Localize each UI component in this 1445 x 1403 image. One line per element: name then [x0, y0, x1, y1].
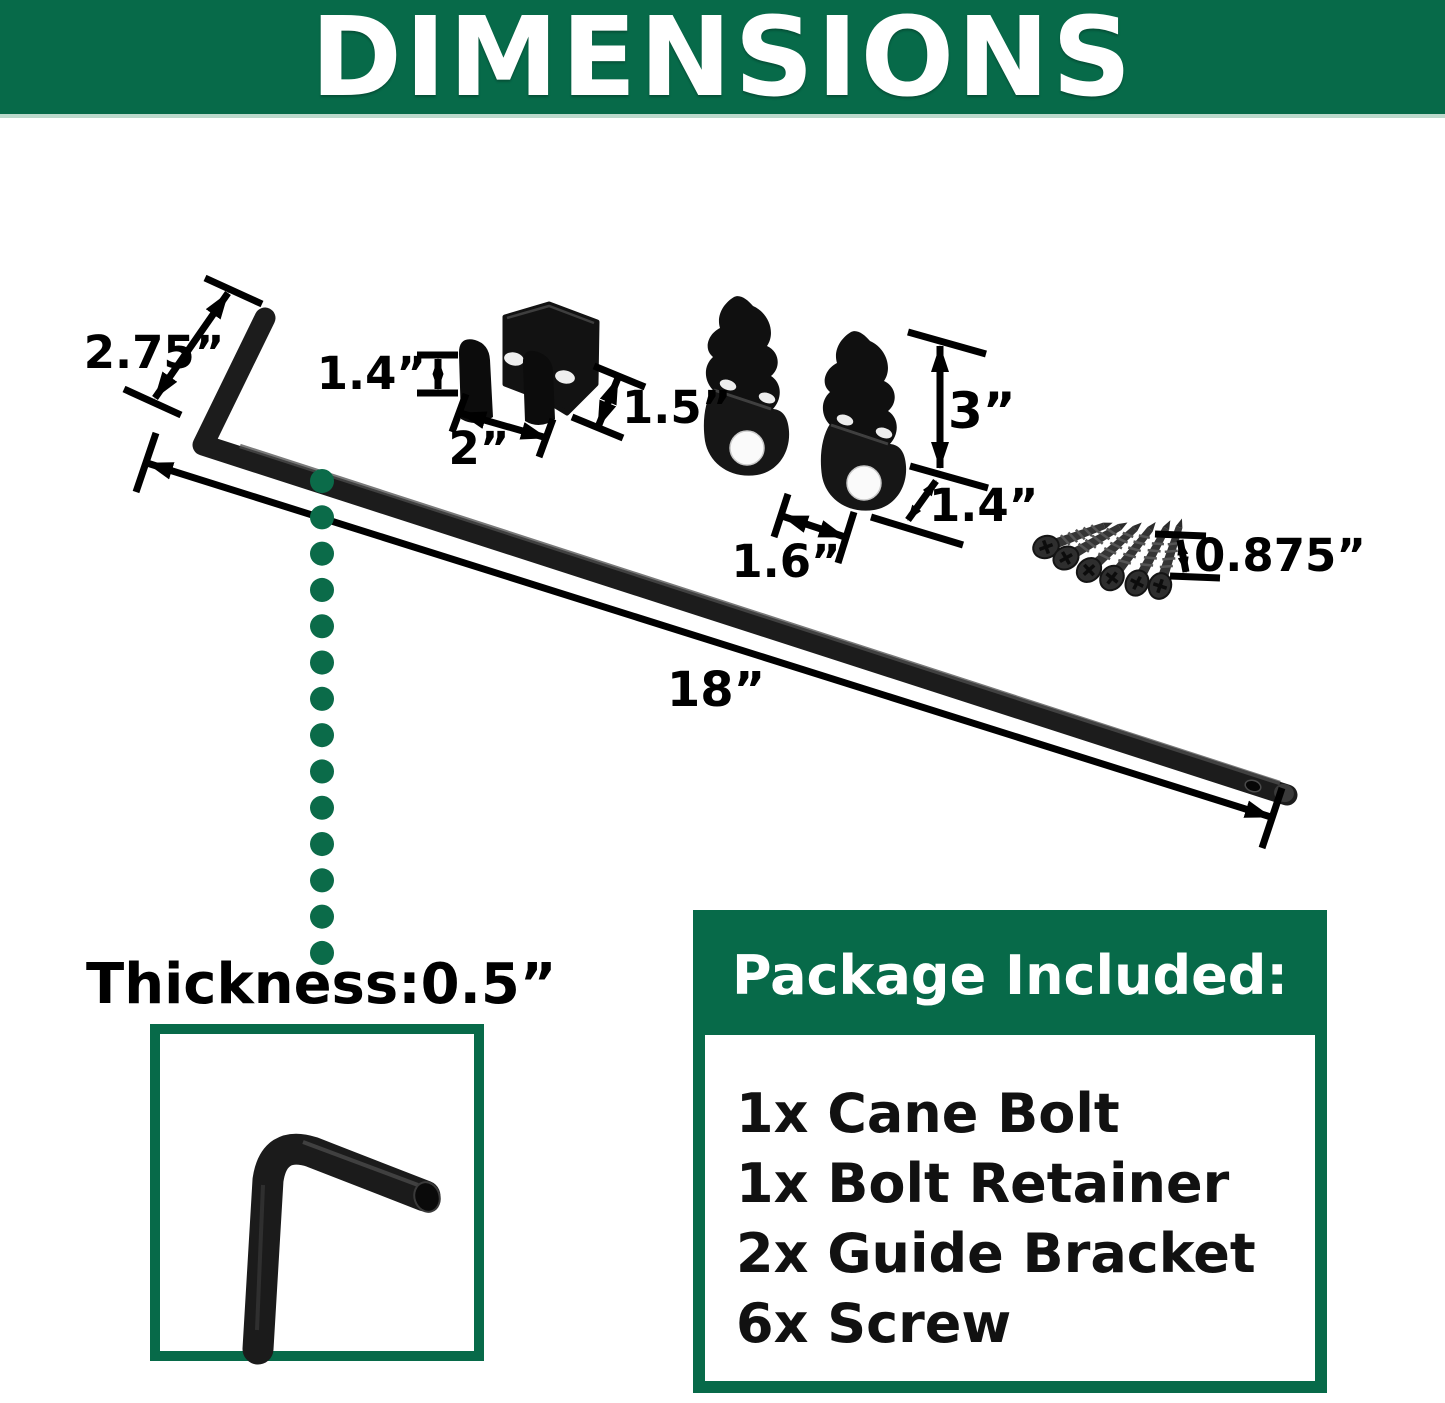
dim-rod-length	[136, 433, 1282, 848]
thickness-label: Thickness:0.5”	[86, 952, 557, 1017]
page-title: DIMENSIONS	[310, 0, 1135, 121]
package-title: Package Included:	[731, 944, 1289, 1007]
dim-label-bracket-base-width: 1.6”	[731, 535, 841, 588]
dim-label-retainer-depth: 1.5”	[622, 381, 732, 434]
screw-set	[1030, 512, 1192, 601]
dim-retainer-height	[317, 347, 458, 400]
guide-bracket-2	[821, 331, 906, 511]
package-item: 6x Screw	[736, 1292, 1012, 1355]
detail-inset-box	[155, 1029, 479, 1356]
dim-label-rod-length: 18”	[666, 662, 766, 718]
dim-label-retainer-width: 2”	[448, 422, 510, 475]
dim-bracket-height	[908, 332, 1016, 488]
package-item: 2x Guide Bracket	[736, 1222, 1256, 1285]
header-banner	[0, 0, 1445, 121]
dim-screw-length	[1155, 529, 1366, 582]
dim-label-screw-length: 0.875”	[1194, 529, 1366, 582]
bolt-retainer	[459, 304, 597, 425]
package-item: 1x Cane Bolt	[736, 1082, 1120, 1145]
package-box	[693, 910, 1327, 1393]
dim-label-handle-length: 2.75”	[83, 326, 225, 379]
dim-label-bracket-base-height: 1.4”	[929, 479, 1039, 532]
dim-label-bracket-height: 3”	[948, 382, 1016, 440]
dim-label-retainer-height: 1.4”	[316, 347, 426, 400]
dim-bracket-base-width	[731, 494, 854, 588]
package-item: 1x Bolt Retainer	[736, 1152, 1230, 1215]
